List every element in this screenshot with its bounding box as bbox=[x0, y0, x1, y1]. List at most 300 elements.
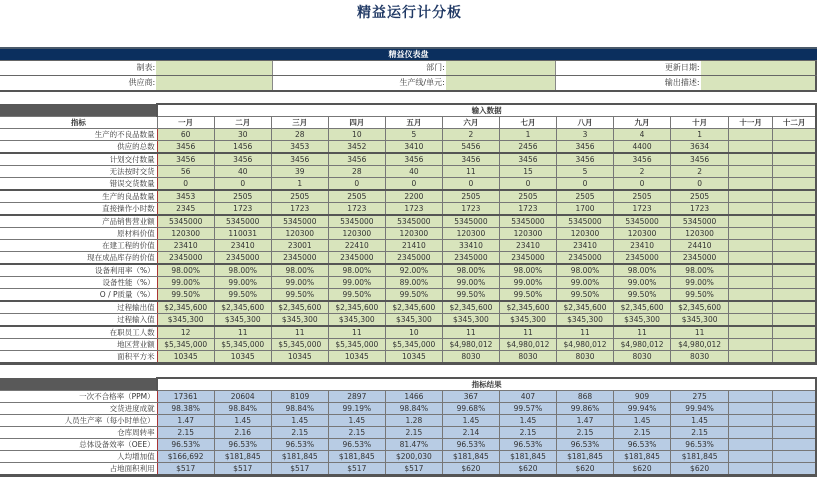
data-cell[interactable]: 11 bbox=[499, 326, 556, 339]
data-cell[interactable]: 2.15 bbox=[271, 427, 328, 439]
data-cell[interactable]: 1 bbox=[499, 129, 556, 141]
data-cell[interactable]: 3634 bbox=[671, 141, 729, 154]
data-cell[interactable] bbox=[773, 314, 816, 327]
data-cell[interactable]: 3456 bbox=[271, 153, 328, 166]
data-cell[interactable]: 0 bbox=[614, 178, 671, 191]
data-cell[interactable] bbox=[729, 301, 773, 314]
data-cell[interactable]: 2505 bbox=[271, 190, 328, 203]
data-cell[interactable]: 10 bbox=[328, 129, 385, 141]
data-cell[interactable]: 4 bbox=[614, 129, 671, 141]
data-cell[interactable]: $620 bbox=[442, 463, 499, 476]
data-cell[interactable]: 98.38% bbox=[157, 403, 214, 415]
data-cell[interactable]: 1723 bbox=[614, 203, 671, 216]
data-cell[interactable]: $2,345,600 bbox=[556, 301, 613, 314]
data-cell[interactable]: 22410 bbox=[328, 240, 385, 252]
data-cell[interactable]: 2 bbox=[442, 129, 499, 141]
data-cell[interactable]: 2.15 bbox=[556, 427, 613, 439]
data-cell[interactable] bbox=[773, 289, 816, 302]
data-cell[interactable] bbox=[729, 203, 773, 216]
data-cell[interactable]: 2.16 bbox=[214, 427, 271, 439]
data-cell[interactable]: 99.50% bbox=[214, 289, 271, 302]
data-cell[interactable]: 2505 bbox=[214, 190, 271, 203]
data-cell[interactable] bbox=[773, 166, 816, 178]
data-cell[interactable]: 367 bbox=[442, 391, 499, 403]
data-cell[interactable] bbox=[729, 252, 773, 265]
data-cell[interactable]: 120300 bbox=[671, 228, 729, 240]
data-cell[interactable]: 23001 bbox=[271, 240, 328, 252]
output-description-field[interactable] bbox=[701, 76, 817, 90]
data-cell[interactable]: $345,300 bbox=[671, 314, 729, 327]
data-cell[interactable]: 0 bbox=[556, 178, 613, 191]
data-cell[interactable]: 5 bbox=[556, 166, 613, 178]
data-cell[interactable]: 10345 bbox=[385, 351, 442, 364]
data-cell[interactable] bbox=[773, 178, 816, 191]
data-cell[interactable]: 11 bbox=[614, 326, 671, 339]
data-cell[interactable] bbox=[773, 463, 816, 476]
data-cell[interactable]: 5345000 bbox=[271, 215, 328, 228]
data-cell[interactable] bbox=[729, 391, 773, 403]
data-cell[interactable]: $181,845 bbox=[556, 451, 613, 463]
data-cell[interactable]: $181,845 bbox=[442, 451, 499, 463]
data-cell[interactable]: 11 bbox=[442, 166, 499, 178]
data-cell[interactable]: 10345 bbox=[328, 351, 385, 364]
data-cell[interactable]: 96.53% bbox=[157, 439, 214, 451]
data-cell[interactable]: $5,345,000 bbox=[271, 339, 328, 351]
data-cell[interactable] bbox=[773, 153, 816, 166]
data-cell[interactable]: 28 bbox=[271, 129, 328, 141]
data-cell[interactable]: 1.45 bbox=[614, 415, 671, 427]
data-cell[interactable]: 2505 bbox=[556, 190, 613, 203]
data-cell[interactable]: 99.68% bbox=[442, 403, 499, 415]
data-cell[interactable]: 3456 bbox=[385, 153, 442, 166]
data-cell[interactable]: $4,980,012 bbox=[499, 339, 556, 351]
data-cell[interactable]: 98.00% bbox=[271, 264, 328, 277]
data-cell[interactable]: $620 bbox=[614, 463, 671, 476]
data-cell[interactable]: 98.84% bbox=[214, 403, 271, 415]
data-cell[interactable]: 1723 bbox=[442, 203, 499, 216]
data-cell[interactable]: 23410 bbox=[556, 240, 613, 252]
data-cell[interactable]: 120300 bbox=[271, 228, 328, 240]
data-cell[interactable] bbox=[773, 215, 816, 228]
data-cell[interactable]: 1723 bbox=[271, 203, 328, 216]
data-cell[interactable]: 2.15 bbox=[328, 427, 385, 439]
data-cell[interactable]: 3456 bbox=[214, 153, 271, 166]
data-cell[interactable] bbox=[773, 228, 816, 240]
data-cell[interactable]: $5,345,000 bbox=[214, 339, 271, 351]
data-cell[interactable]: 24410 bbox=[671, 240, 729, 252]
data-cell[interactable]: 96.53% bbox=[556, 439, 613, 451]
data-cell[interactable]: 2505 bbox=[442, 190, 499, 203]
data-cell[interactable] bbox=[729, 415, 773, 427]
data-cell[interactable]: $2,345,600 bbox=[214, 301, 271, 314]
data-cell[interactable]: 11 bbox=[556, 326, 613, 339]
data-cell[interactable]: 1456 bbox=[214, 141, 271, 154]
data-cell[interactable]: 5 bbox=[385, 129, 442, 141]
data-cell[interactable]: 11 bbox=[271, 326, 328, 339]
data-cell[interactable]: $517 bbox=[328, 463, 385, 476]
data-cell[interactable]: 120300 bbox=[499, 228, 556, 240]
data-cell[interactable]: $4,980,012 bbox=[614, 339, 671, 351]
data-cell[interactable]: 20604 bbox=[214, 391, 271, 403]
data-cell[interactable]: 5456 bbox=[442, 141, 499, 154]
data-cell[interactable]: 5345000 bbox=[499, 215, 556, 228]
data-cell[interactable]: 2345000 bbox=[442, 252, 499, 265]
data-cell[interactable]: 0 bbox=[671, 178, 729, 191]
data-cell[interactable]: $2,345,600 bbox=[328, 301, 385, 314]
data-cell[interactable]: 0 bbox=[328, 178, 385, 191]
data-cell[interactable]: 99.00% bbox=[556, 277, 613, 289]
data-cell[interactable]: 98.00% bbox=[442, 264, 499, 277]
data-cell[interactable]: $345,300 bbox=[442, 314, 499, 327]
data-cell[interactable]: 2505 bbox=[328, 190, 385, 203]
data-cell[interactable]: 8030 bbox=[671, 351, 729, 364]
data-cell[interactable]: 2345000 bbox=[385, 252, 442, 265]
data-cell[interactable]: 5345000 bbox=[385, 215, 442, 228]
data-cell[interactable]: 3456 bbox=[442, 153, 499, 166]
data-cell[interactable]: 3410 bbox=[385, 141, 442, 154]
data-cell[interactable]: 10345 bbox=[214, 351, 271, 364]
data-cell[interactable]: 275 bbox=[671, 391, 729, 403]
data-cell[interactable]: 99.50% bbox=[385, 289, 442, 302]
data-cell[interactable]: 98.00% bbox=[328, 264, 385, 277]
data-cell[interactable]: 99.50% bbox=[157, 289, 214, 302]
data-cell[interactable]: 39 bbox=[271, 166, 328, 178]
data-cell[interactable]: $4,980,012 bbox=[442, 339, 499, 351]
data-cell[interactable]: 2.15 bbox=[499, 427, 556, 439]
data-cell[interactable]: 2200 bbox=[385, 190, 442, 203]
data-cell[interactable]: 1723 bbox=[385, 203, 442, 216]
data-cell[interactable]: $345,300 bbox=[556, 314, 613, 327]
data-cell[interactable]: 0 bbox=[442, 178, 499, 191]
data-cell[interactable] bbox=[773, 203, 816, 216]
update-date-field[interactable] bbox=[701, 61, 817, 75]
data-cell[interactable]: $181,845 bbox=[214, 451, 271, 463]
data-cell[interactable] bbox=[729, 178, 773, 191]
data-cell[interactable]: 2345000 bbox=[157, 252, 214, 265]
data-cell[interactable]: $181,845 bbox=[614, 451, 671, 463]
data-cell[interactable]: 99.50% bbox=[442, 289, 499, 302]
data-cell[interactable]: $2,345,600 bbox=[442, 301, 499, 314]
data-cell[interactable] bbox=[729, 153, 773, 166]
data-cell[interactable]: 99.50% bbox=[556, 289, 613, 302]
data-cell[interactable]: 11 bbox=[328, 326, 385, 339]
data-cell[interactable] bbox=[729, 289, 773, 302]
data-cell[interactable] bbox=[729, 314, 773, 327]
data-cell[interactable]: 1.28 bbox=[385, 415, 442, 427]
data-cell[interactable]: 2897 bbox=[328, 391, 385, 403]
data-cell[interactable]: 89.00% bbox=[385, 277, 442, 289]
data-cell[interactable]: 11 bbox=[214, 326, 271, 339]
data-cell[interactable]: 2345000 bbox=[214, 252, 271, 265]
data-cell[interactable]: $2,345,600 bbox=[671, 301, 729, 314]
data-cell[interactable]: $4,980,012 bbox=[556, 339, 613, 351]
data-cell[interactable] bbox=[773, 141, 816, 154]
data-cell[interactable]: 1.45 bbox=[328, 415, 385, 427]
data-cell[interactable]: 120300 bbox=[442, 228, 499, 240]
data-cell[interactable] bbox=[729, 264, 773, 277]
data-cell[interactable]: 11 bbox=[442, 326, 499, 339]
data-cell[interactable]: 909 bbox=[614, 391, 671, 403]
data-cell[interactable]: $620 bbox=[556, 463, 613, 476]
data-cell[interactable]: 98.84% bbox=[385, 403, 442, 415]
data-cell[interactable]: 2.15 bbox=[385, 427, 442, 439]
data-cell[interactable] bbox=[773, 252, 816, 265]
data-cell[interactable] bbox=[729, 166, 773, 178]
data-cell[interactable]: 407 bbox=[499, 391, 556, 403]
data-cell[interactable]: 99.00% bbox=[328, 277, 385, 289]
data-cell[interactable] bbox=[729, 439, 773, 451]
data-cell[interactable]: 56 bbox=[157, 166, 214, 178]
data-cell[interactable]: 1.45 bbox=[499, 415, 556, 427]
data-cell[interactable]: 98.00% bbox=[671, 264, 729, 277]
department-field[interactable] bbox=[446, 61, 556, 75]
data-cell[interactable]: 1723 bbox=[328, 203, 385, 216]
data-cell[interactable] bbox=[729, 451, 773, 463]
data-cell[interactable]: $517 bbox=[157, 463, 214, 476]
data-cell[interactable]: 120300 bbox=[385, 228, 442, 240]
data-cell[interactable]: 2.15 bbox=[614, 427, 671, 439]
data-cell[interactable]: 96.53% bbox=[442, 439, 499, 451]
data-cell[interactable]: 30 bbox=[214, 129, 271, 141]
data-cell[interactable]: 5345000 bbox=[671, 215, 729, 228]
data-cell[interactable]: 99.00% bbox=[157, 277, 214, 289]
data-cell[interactable]: 1723 bbox=[671, 203, 729, 216]
data-cell[interactable]: $345,300 bbox=[214, 314, 271, 327]
data-cell[interactable]: 0 bbox=[214, 178, 271, 191]
data-cell[interactable]: $2,345,600 bbox=[157, 301, 214, 314]
data-cell[interactable]: 1466 bbox=[385, 391, 442, 403]
data-cell[interactable] bbox=[773, 403, 816, 415]
data-cell[interactable]: 99.94% bbox=[671, 403, 729, 415]
data-cell[interactable]: 3456 bbox=[328, 153, 385, 166]
data-cell[interactable] bbox=[773, 439, 816, 451]
data-cell[interactable]: $517 bbox=[271, 463, 328, 476]
data-cell[interactable]: 1.47 bbox=[157, 415, 214, 427]
data-cell[interactable]: 96.53% bbox=[499, 439, 556, 451]
data-cell[interactable]: 3456 bbox=[614, 153, 671, 166]
data-cell[interactable] bbox=[729, 351, 773, 364]
data-cell[interactable] bbox=[729, 228, 773, 240]
data-cell[interactable]: 98.00% bbox=[614, 264, 671, 277]
data-cell[interactable]: $345,300 bbox=[614, 314, 671, 327]
data-cell[interactable]: 99.50% bbox=[328, 289, 385, 302]
data-cell[interactable]: 10345 bbox=[271, 351, 328, 364]
data-cell[interactable]: 8030 bbox=[499, 351, 556, 364]
data-cell[interactable]: $2,345,600 bbox=[271, 301, 328, 314]
data-cell[interactable]: 8109 bbox=[271, 391, 328, 403]
data-cell[interactable]: 8030 bbox=[614, 351, 671, 364]
data-cell[interactable] bbox=[773, 451, 816, 463]
data-cell[interactable]: 28 bbox=[328, 166, 385, 178]
data-cell[interactable]: 2345 bbox=[157, 203, 214, 216]
data-cell[interactable]: $345,300 bbox=[385, 314, 442, 327]
data-cell[interactable] bbox=[773, 415, 816, 427]
data-cell[interactable]: $2,345,600 bbox=[385, 301, 442, 314]
data-cell[interactable]: 96.53% bbox=[214, 439, 271, 451]
data-cell[interactable]: 2505 bbox=[614, 190, 671, 203]
data-cell[interactable]: 23410 bbox=[157, 240, 214, 252]
data-cell[interactable]: 99.00% bbox=[499, 277, 556, 289]
production-line-field[interactable] bbox=[446, 76, 556, 90]
data-cell[interactable]: 99.00% bbox=[442, 277, 499, 289]
data-cell[interactable]: 1.45 bbox=[442, 415, 499, 427]
data-cell[interactable]: 99.50% bbox=[614, 289, 671, 302]
data-cell[interactable]: 120300 bbox=[614, 228, 671, 240]
data-cell[interactable]: $2,345,600 bbox=[499, 301, 556, 314]
data-cell[interactable]: $345,300 bbox=[157, 314, 214, 327]
data-cell[interactable]: 1.45 bbox=[271, 415, 328, 427]
data-cell[interactable] bbox=[729, 190, 773, 203]
data-cell[interactable]: 98.00% bbox=[214, 264, 271, 277]
data-cell[interactable]: 2345000 bbox=[499, 252, 556, 265]
data-cell[interactable]: 23410 bbox=[214, 240, 271, 252]
data-cell[interactable]: 2.15 bbox=[671, 427, 729, 439]
data-cell[interactable]: 23410 bbox=[614, 240, 671, 252]
data-cell[interactable]: 2345000 bbox=[614, 252, 671, 265]
data-cell[interactable]: 99.86% bbox=[556, 403, 613, 415]
data-cell[interactable]: 2505 bbox=[671, 190, 729, 203]
data-cell[interactable]: 33410 bbox=[442, 240, 499, 252]
data-cell[interactable]: 5345000 bbox=[214, 215, 271, 228]
data-cell[interactable]: 3453 bbox=[271, 141, 328, 154]
data-cell[interactable]: 2.15 bbox=[157, 427, 214, 439]
data-cell[interactable]: 23410 bbox=[499, 240, 556, 252]
data-cell[interactable]: $4,980,012 bbox=[671, 339, 729, 351]
data-cell[interactable]: 120300 bbox=[328, 228, 385, 240]
data-cell[interactable] bbox=[729, 240, 773, 252]
data-cell[interactable]: 11 bbox=[671, 326, 729, 339]
data-cell[interactable]: $345,300 bbox=[271, 314, 328, 327]
data-cell[interactable]: 1 bbox=[271, 178, 328, 191]
data-cell[interactable] bbox=[729, 129, 773, 141]
data-cell[interactable]: $2,345,600 bbox=[614, 301, 671, 314]
data-cell[interactable] bbox=[729, 326, 773, 339]
data-cell[interactable]: 1700 bbox=[556, 203, 613, 216]
data-cell[interactable]: 0 bbox=[499, 178, 556, 191]
data-cell[interactable]: 2456 bbox=[499, 141, 556, 154]
data-cell[interactable] bbox=[729, 339, 773, 351]
data-cell[interactable]: 99.94% bbox=[614, 403, 671, 415]
data-cell[interactable]: 120300 bbox=[157, 228, 214, 240]
data-cell[interactable]: 92.00% bbox=[385, 264, 442, 277]
data-cell[interactable]: $181,845 bbox=[499, 451, 556, 463]
data-cell[interactable]: 99.00% bbox=[671, 277, 729, 289]
data-cell[interactable]: 3456 bbox=[157, 153, 214, 166]
data-cell[interactable]: 21410 bbox=[385, 240, 442, 252]
data-cell[interactable]: 8030 bbox=[556, 351, 613, 364]
data-cell[interactable]: 2 bbox=[671, 166, 729, 178]
data-cell[interactable]: 2345000 bbox=[271, 252, 328, 265]
data-cell[interactable] bbox=[773, 129, 816, 141]
data-cell[interactable] bbox=[729, 277, 773, 289]
data-cell[interactable] bbox=[773, 264, 816, 277]
data-cell[interactable]: 4400 bbox=[614, 141, 671, 154]
data-cell[interactable]: 98.00% bbox=[556, 264, 613, 277]
data-cell[interactable]: $200,030 bbox=[385, 451, 442, 463]
data-cell[interactable]: 99.00% bbox=[271, 277, 328, 289]
data-cell[interactable]: 17361 bbox=[157, 391, 214, 403]
data-cell[interactable] bbox=[773, 190, 816, 203]
data-cell[interactable]: 3456 bbox=[671, 153, 729, 166]
data-cell[interactable]: 110031 bbox=[214, 228, 271, 240]
data-cell[interactable]: 96.53% bbox=[614, 439, 671, 451]
data-cell[interactable]: 0 bbox=[385, 178, 442, 191]
data-cell[interactable]: 2345000 bbox=[328, 252, 385, 265]
data-cell[interactable] bbox=[773, 391, 816, 403]
data-cell[interactable]: 99.50% bbox=[271, 289, 328, 302]
data-cell[interactable]: 99.57% bbox=[499, 403, 556, 415]
data-cell[interactable] bbox=[729, 403, 773, 415]
data-cell[interactable] bbox=[729, 215, 773, 228]
data-cell[interactable]: 40 bbox=[385, 166, 442, 178]
data-cell[interactable]: 98.84% bbox=[271, 403, 328, 415]
data-cell[interactable]: 3456 bbox=[556, 153, 613, 166]
data-cell[interactable]: 5345000 bbox=[614, 215, 671, 228]
data-cell[interactable]: 10 bbox=[385, 326, 442, 339]
data-cell[interactable]: $181,845 bbox=[671, 451, 729, 463]
data-cell[interactable]: 3453 bbox=[157, 190, 214, 203]
data-cell[interactable]: 1 bbox=[671, 129, 729, 141]
data-cell[interactable]: $620 bbox=[671, 463, 729, 476]
data-cell[interactable] bbox=[773, 301, 816, 314]
data-cell[interactable]: 98.00% bbox=[157, 264, 214, 277]
data-cell[interactable]: 96.53% bbox=[671, 439, 729, 451]
data-cell[interactable]: 40 bbox=[214, 166, 271, 178]
data-cell[interactable]: $620 bbox=[499, 463, 556, 476]
data-cell[interactable]: 1.45 bbox=[214, 415, 271, 427]
data-cell[interactable]: 2.14 bbox=[442, 427, 499, 439]
data-cell[interactable] bbox=[773, 326, 816, 339]
data-cell[interactable]: 99.19% bbox=[328, 403, 385, 415]
data-cell[interactable]: $166,692 bbox=[157, 451, 214, 463]
data-cell[interactable]: 3 bbox=[556, 129, 613, 141]
data-cell[interactable] bbox=[729, 463, 773, 476]
data-cell[interactable]: 0 bbox=[157, 178, 214, 191]
data-cell[interactable]: 10345 bbox=[157, 351, 214, 364]
data-cell[interactable]: 1723 bbox=[214, 203, 271, 216]
data-cell[interactable]: 8030 bbox=[442, 351, 499, 364]
data-cell[interactable]: 5345000 bbox=[556, 215, 613, 228]
data-cell[interactable]: 96.53% bbox=[271, 439, 328, 451]
data-cell[interactable]: 2 bbox=[614, 166, 671, 178]
data-cell[interactable] bbox=[729, 141, 773, 154]
data-cell[interactable]: 15 bbox=[499, 166, 556, 178]
data-cell[interactable]: $345,300 bbox=[328, 314, 385, 327]
data-cell[interactable] bbox=[773, 351, 816, 364]
data-cell[interactable]: 60 bbox=[157, 129, 214, 141]
data-cell[interactable]: 3452 bbox=[328, 141, 385, 154]
data-cell[interactable]: 2505 bbox=[499, 190, 556, 203]
data-cell[interactable]: 1.45 bbox=[671, 415, 729, 427]
data-cell[interactable]: 120300 bbox=[556, 228, 613, 240]
data-cell[interactable]: 96.53% bbox=[328, 439, 385, 451]
preparer-field[interactable] bbox=[156, 61, 272, 75]
data-cell[interactable]: 12 bbox=[157, 326, 214, 339]
data-cell[interactable] bbox=[773, 427, 816, 439]
data-cell[interactable]: 5345000 bbox=[157, 215, 214, 228]
data-cell[interactable]: 3456 bbox=[157, 141, 214, 154]
data-cell[interactable]: 3456 bbox=[499, 153, 556, 166]
data-cell[interactable]: 81.47% bbox=[385, 439, 442, 451]
data-cell[interactable]: 1.47 bbox=[556, 415, 613, 427]
data-cell[interactable] bbox=[729, 427, 773, 439]
data-cell[interactable]: 1723 bbox=[499, 203, 556, 216]
data-cell[interactable] bbox=[773, 339, 816, 351]
data-cell[interactable]: $181,845 bbox=[328, 451, 385, 463]
data-cell[interactable]: 2345000 bbox=[556, 252, 613, 265]
data-cell[interactable]: 5345000 bbox=[442, 215, 499, 228]
data-cell[interactable] bbox=[773, 240, 816, 252]
